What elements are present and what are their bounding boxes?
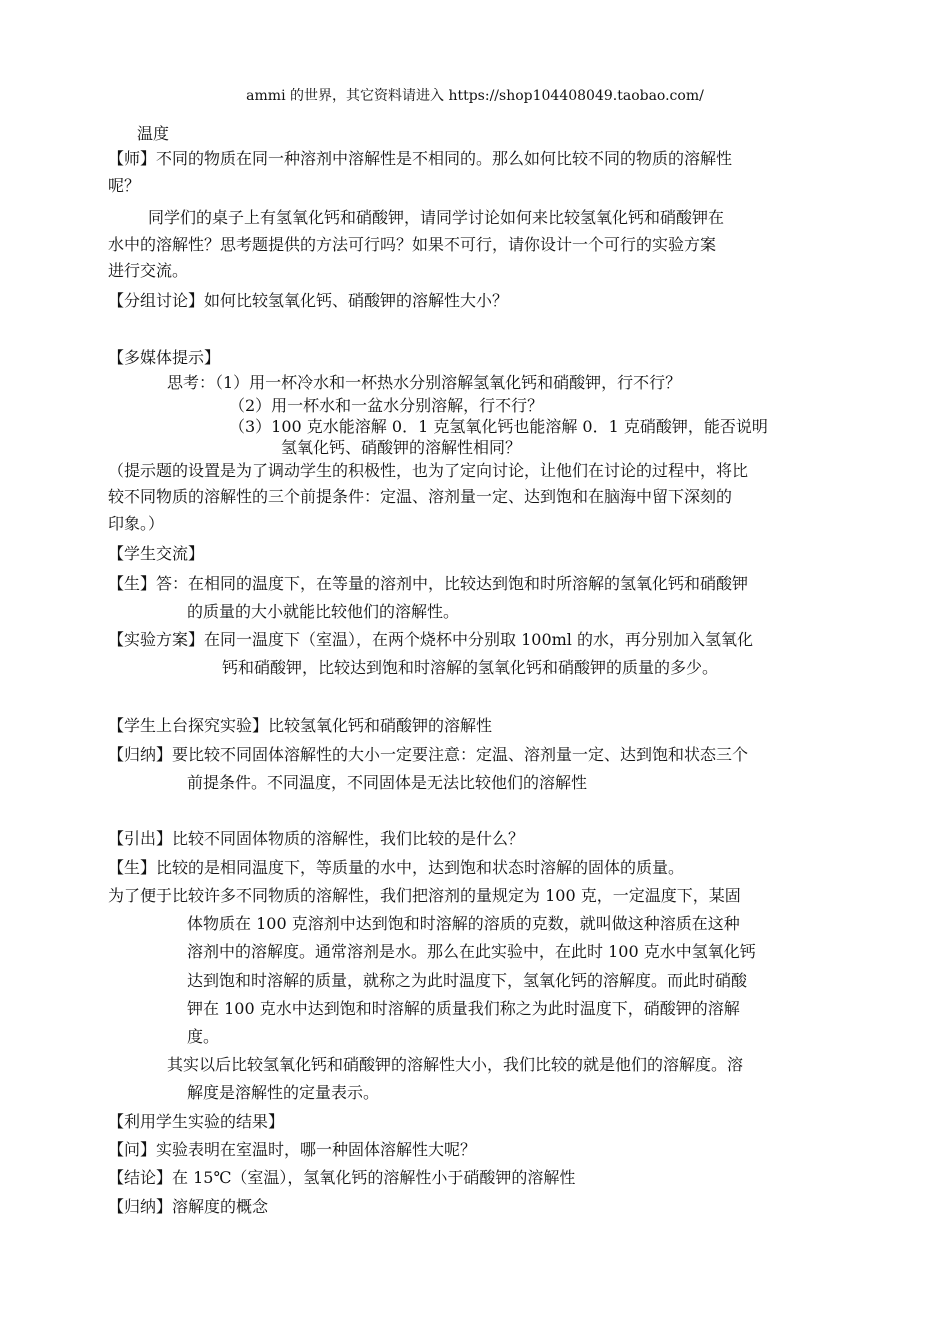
text-line: 【生】比较的是相同温度下，等质量的水中，达到饱和状态时溶解的固体的质量。 xyxy=(108,858,685,877)
text-line: 同学们的桌子上有氢氧化钙和硝酸钾，请同学讨论如何来比较氢氧化钙和硝酸钾在 xyxy=(148,208,725,227)
text-line: 体物质在 100 克溶剂中达到饱和时溶解的溶质的克数，就叫做这种溶质在这种 xyxy=(187,914,740,933)
text-line: 【利用学生实验的结果】 xyxy=(108,1112,285,1131)
text-line: 【实验方案】在同一温度下（室温），在两个烧杯中分别取 100ml 的水，再分别加入氢氧化 xyxy=(108,630,754,649)
text-line: 【学生交流】 xyxy=(108,544,205,563)
text-line: 【问】实验表明在室温时，哪一种固体溶解性大呢？ xyxy=(108,1140,477,1159)
text-line: 【学生上台探究实验】比较氢氧化钙和硝酸钾的溶解性 xyxy=(108,716,493,735)
text-line: 【引出】比较不同固体物质的溶解性，我们比较的是什么？ xyxy=(108,829,525,848)
text-line: 的质量的大小就能比较他们的溶解性。 xyxy=(187,602,460,621)
text-line: 【归纳】要比较不同固体溶解性的大小一定要注意：定温、溶剂量一定、达到饱和状态三个 xyxy=(108,745,749,764)
text-line: 钾在 100 克水中达到饱和时溶解的质量我们称之为此时温度下，硝酸钾的溶解 xyxy=(187,999,740,1018)
text-line: 前提条件。不同温度，不同固体是无法比较他们的溶解性 xyxy=(187,773,588,792)
text-line: （3）100 克水能溶解 0．1 克氢氧化钙也能溶解 0．1 克硝酸钾，能否说明 xyxy=(229,417,768,436)
text-line: 【归纳】溶解度的概念 xyxy=(108,1197,269,1216)
text-line: 达到饱和时溶解的质量，就称之为此时温度下，氢氧化钙的溶解度。而此时硝酸 xyxy=(187,971,748,990)
text-line: 印象。） xyxy=(108,514,165,533)
text-line: 【生】答：在相同的温度下，在等量的溶剂中，比较达到饱和时所溶解的氢氧化钙和硝酸钾 xyxy=(108,574,749,593)
text-line: 进行交流。 xyxy=(108,261,189,280)
text-line: 解度是溶解性的定量表示。 xyxy=(187,1083,380,1102)
text-line: 为了便于比较许多不同物质的溶解性，我们把溶剂的量规定为 100 克，一定温度下，某固 xyxy=(108,886,741,905)
text-line: 溶剂中的溶解度。通常溶剂是水。那么在此实验中，在此时 100 克水中氢氧化钙 xyxy=(187,942,756,961)
text-line: 【分组讨论】如何比较氢氧化钙、硝酸钾的溶解性大小？ xyxy=(108,291,509,310)
text-line: 钙和硝酸钾，比较达到饱和时溶解的氢氧化钙和硝酸钾的质量的多少。 xyxy=(222,658,719,677)
page-header: ammi 的世界，其它资料请进入 https://shop104408049.taobao.com/ xyxy=(246,88,704,104)
text-line: 较不同物质的溶解性的三个前提条件：定温、溶剂量一定、达到饱和在脑海中留下深刻的 xyxy=(108,487,733,506)
text-line: 其实以后比较氢氧化钙和硝酸钾的溶解性大小，我们比较的就是他们的溶解度。溶 xyxy=(167,1055,744,1074)
text-line: 【师】不同的物质在同一种溶剂中溶解性是不相同的。那么如何比较不同的物质的溶解性 xyxy=(108,149,733,168)
text-line: 【结论】在 15℃（室温），氢氧化钙的溶解性小于硝酸钾的溶解性 xyxy=(108,1168,576,1187)
text-line: 度。 xyxy=(187,1027,220,1046)
text-line: 【多媒体提示】 xyxy=(108,348,221,367)
text-line: 温度 xyxy=(137,124,170,143)
text-line: 思考：（1）用一杯冷水和一杯热水分别溶解氢氧化钙和硝酸钾，行不行？ xyxy=(167,373,682,392)
text-line: 呢？ xyxy=(108,176,141,195)
text-line: （2）用一杯水和一盆水分别溶解，行不行？ xyxy=(229,396,544,415)
text-line: （提示题的设置是为了调动学生的积极性，也为了定向讨论，让他们在讨论的过程中，将比 xyxy=(108,461,749,480)
text-line: 氢氧化钙、硝酸钾的溶解性相同？ xyxy=(281,438,522,457)
text-line: 水中的溶解性？思考题提供的方法可行吗？如果不可行，请你设计一个可行的实验方案 xyxy=(108,235,717,254)
